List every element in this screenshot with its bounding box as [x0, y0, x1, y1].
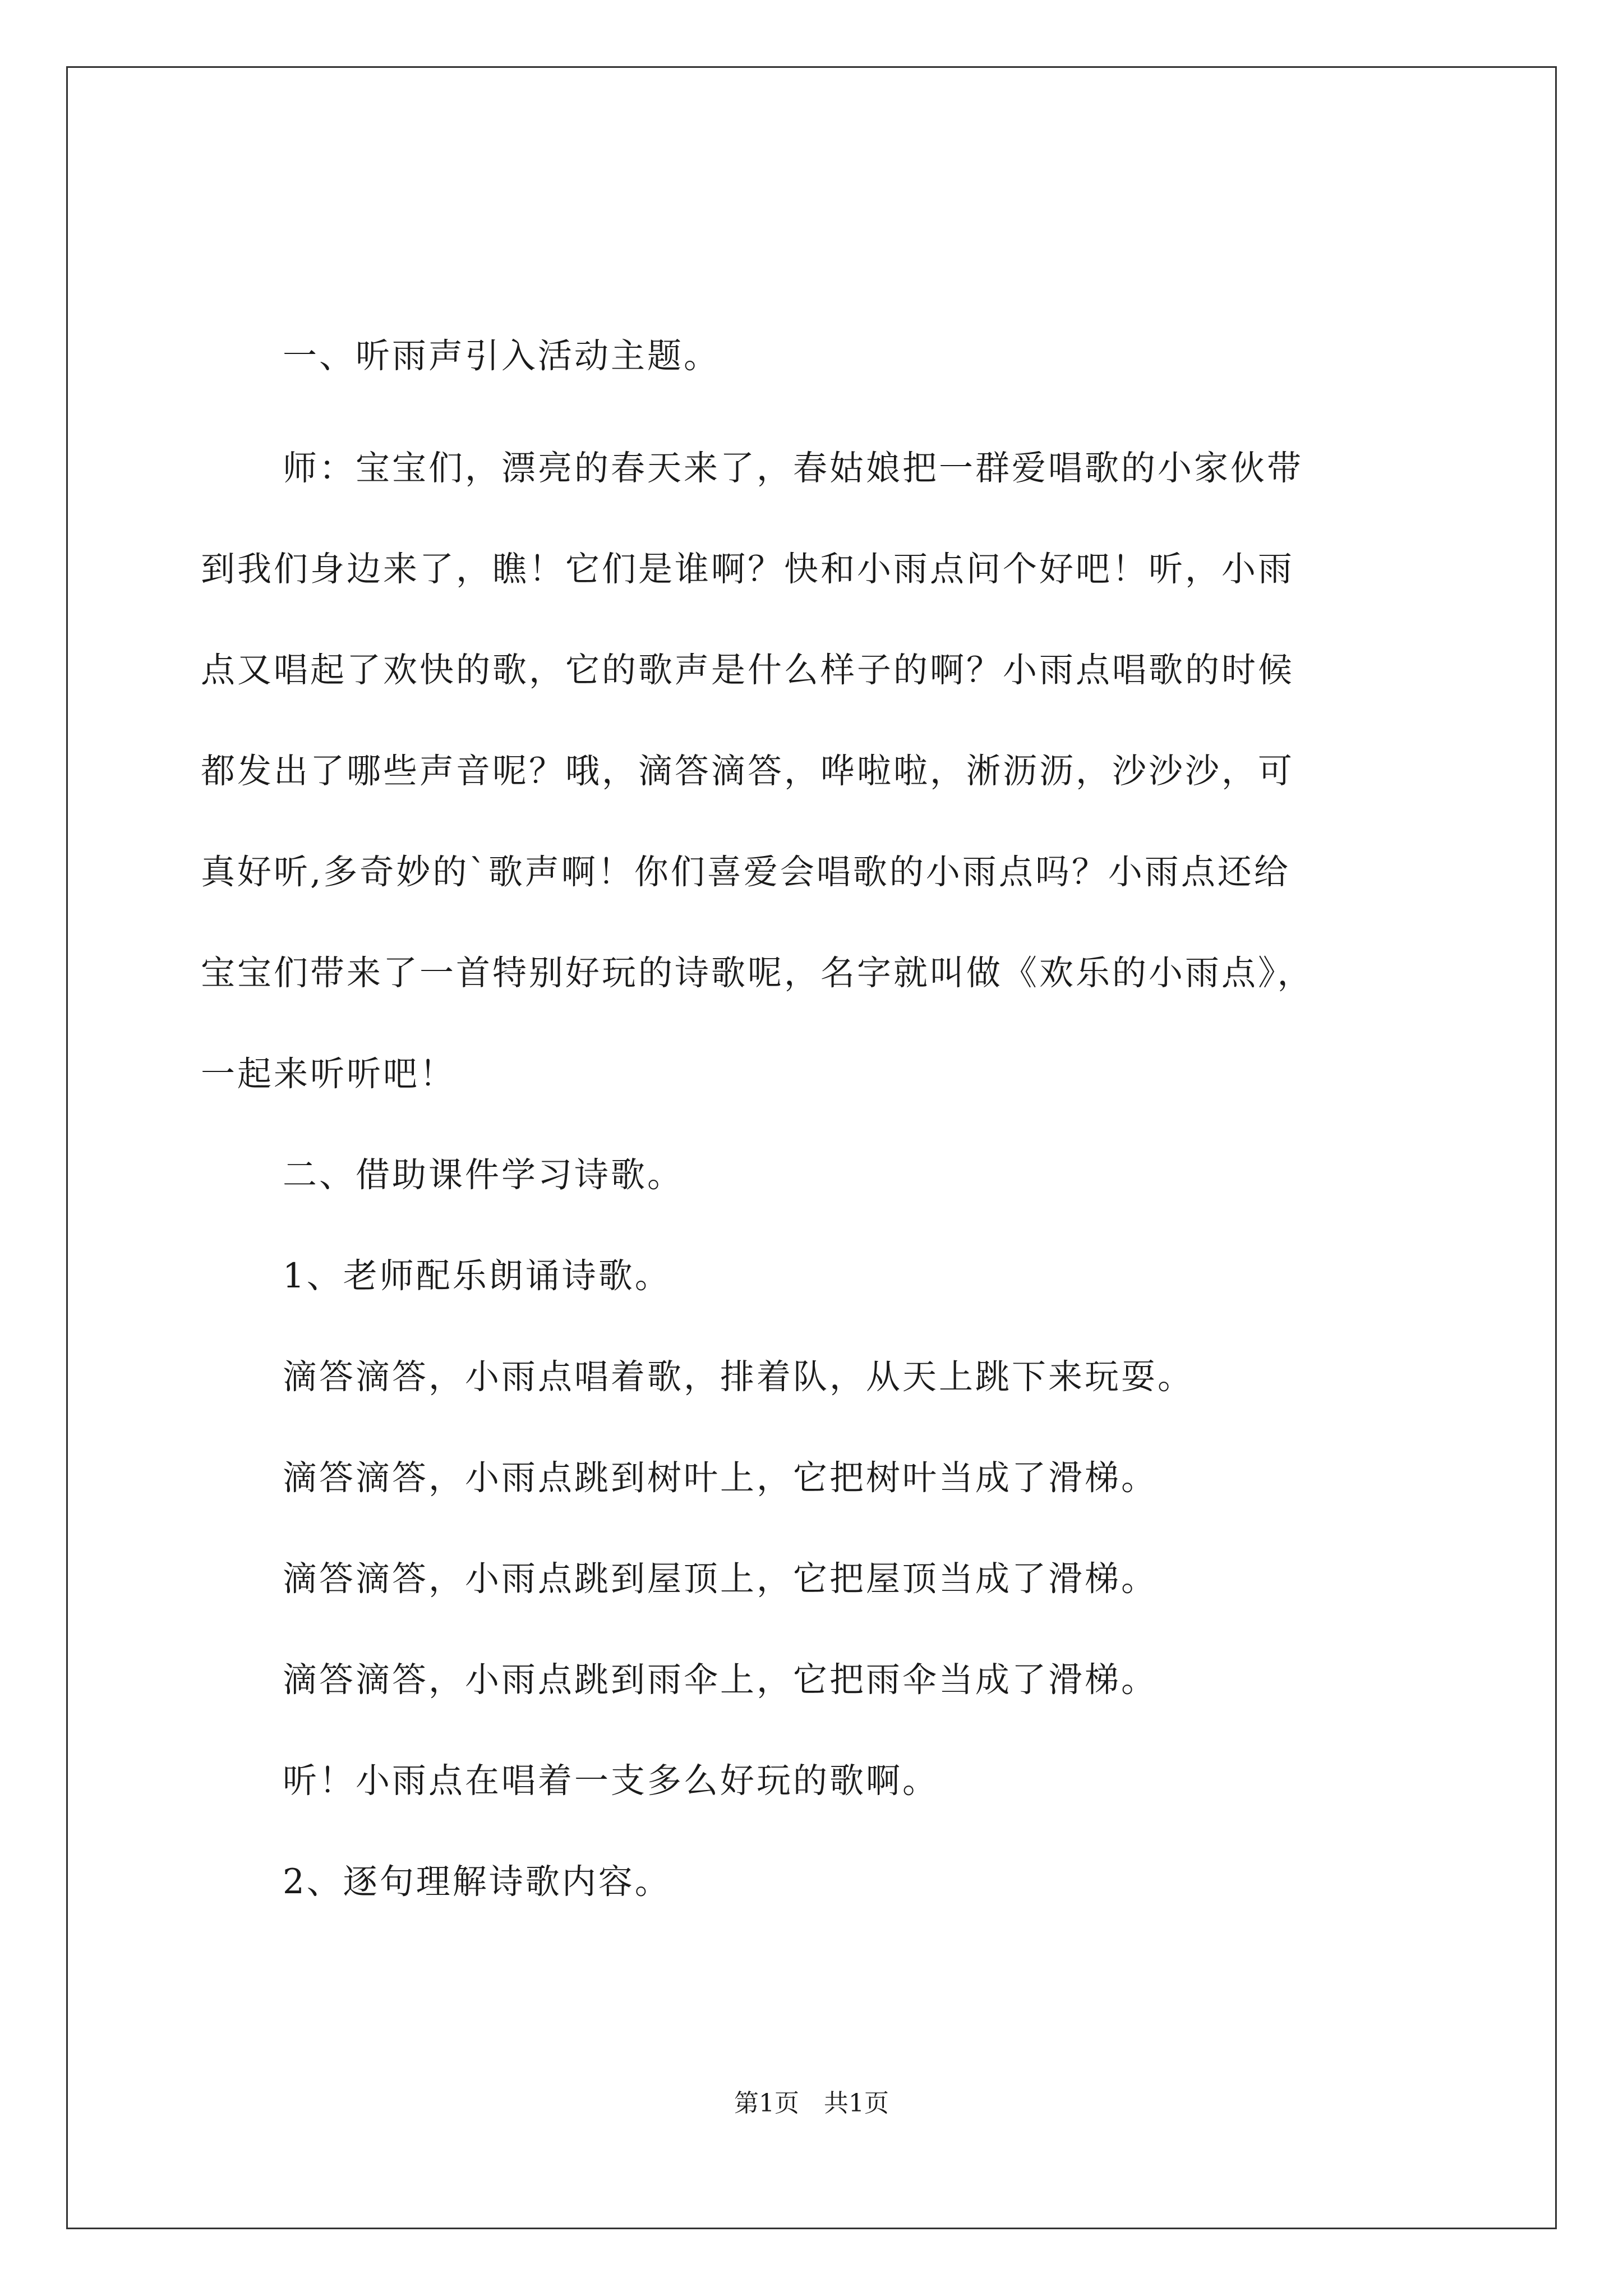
paragraph-line: 一起来听听吧！: [201, 1054, 457, 1094]
subsection-heading: 1、老师配乐朗诵诗歌。: [283, 1256, 671, 1296]
paragraph-line: 宝宝们带来了一首特别好玩的诗歌呢，名字就叫做《欢乐的小雨点》，: [201, 953, 1314, 993]
section-heading-2: 二、借助课件学习诗歌。: [283, 1155, 684, 1195]
paragraph-line: 到我们身边来了，瞧！它们是谁啊？快和小雨点问个好吧！听，小雨: [201, 549, 1295, 589]
poem-line: 听！小雨点在唱着一支多么好玩的歌啊。: [283, 1761, 939, 1801]
paragraph-line: 点又唱起了欢快的歌，它的歌声是什么样子的啊？小雨点唱歌的时候: [201, 650, 1295, 690]
subsection-heading: 2、逐句理解诗歌内容。: [283, 1862, 671, 1902]
page-border: [66, 66, 1557, 2229]
paragraph-line: 师：宝宝们，漂亮的春天来了，春姑娘把一群爱唱歌的小家伙带: [283, 448, 1304, 488]
poem-line: 滴答滴答，小雨点跳到树叶上，它把树叶当成了滑梯。: [283, 1458, 1158, 1498]
section-heading-1: 一、听雨声引入活动主题。: [283, 336, 721, 376]
page-footer: 第1页 共1页: [734, 2089, 889, 2118]
poem-line: 滴答滴答，小雨点跳到屋顶上，它把屋顶当成了滑梯。: [283, 1559, 1158, 1599]
paragraph-line: 都发出了哪些声音呢？哦，滴答滴答，哗啦啦，淅沥沥，沙沙沙，可: [201, 751, 1295, 791]
poem-line: 滴答滴答，小雨点唱着歌，排着队，从天上跳下来玩耍。: [283, 1357, 1195, 1397]
poem-line: 滴答滴答，小雨点跳到雨伞上，它把雨伞当成了滑梯。: [283, 1660, 1158, 1700]
paragraph-line: 真好听,多奇妙的`歌声啊！你们喜爱会唱歌的小雨点吗？小雨点还给: [201, 852, 1290, 892]
